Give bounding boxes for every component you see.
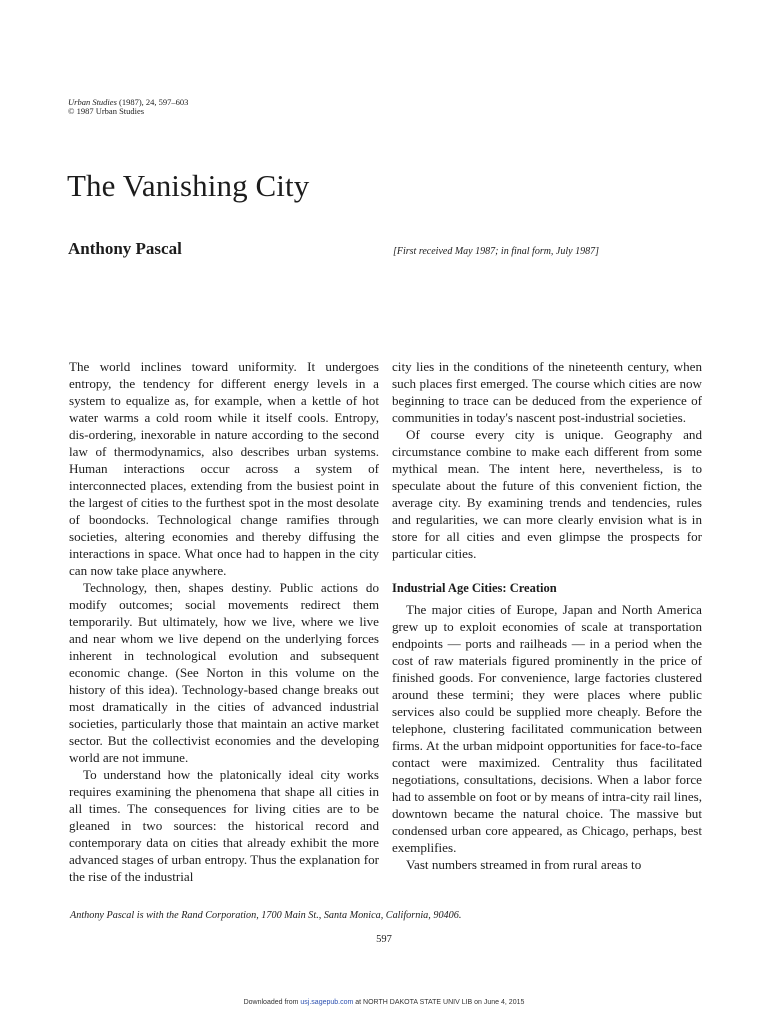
received-date: [First received May 1987; in final form, July 1987] bbox=[393, 246, 599, 257]
journal-details: (1987), 24, 597–603 bbox=[116, 97, 189, 107]
body-paragraph: The major cities of Europe, Japan and North America grew up to exploit economies of scale at transportation endpoints — ports and railheads — in a period when the cost of raw materials figured prominently in the price of finished goods. For convenience, large factories clustered around these termini; they were places where public services also could be supplied more cheaply. Before the telephone, clustering facilitated communication between firms. At the urban midpoint opportunities for face-to-face contact were maximized. Centrality thus facilitated negotiations, consultations, decisions. When a labor force had to assemble on foot or by means of intra-city rail lines, downtown became the natural choice. The massive but condensed urban core appeared, as Chicago, perhaps, best exemplifies. bbox=[392, 602, 702, 855]
author-affiliation-footnote: Anthony Pascal is with the Rand Corporation, 1700 Main St., Santa Monica, California, 90406. bbox=[70, 910, 462, 921]
journal-name: Urban Studies bbox=[68, 97, 117, 107]
body-paragraph: The world inclines toward uniformity. It undergoes entropy, the tendency for different energy levels in a system to equalize as, for example, when a kettle of hot water warms a cold room while it itself cools. Entropy, dis-ordering, inexorable in nature according to the second law of thermodynamics, also describes urban systems. Human interactions occur across a system of interconnected places, extending from the busiest point in the largest of cities to the furthest spot in the most desolate of boondocks. Technological change ramifies through societies, altering economies and thereby diffusing the interactions in space. What once had to happen in the city can now take place anywhere. bbox=[69, 359, 379, 578]
article-title: The Vanishing City bbox=[67, 168, 310, 203]
download-link[interactable]: usj.sagepub.com bbox=[300, 999, 354, 1006]
body-paragraph: Vast numbers streamed in from rural areas to bbox=[406, 857, 642, 872]
author-name: Anthony Pascal bbox=[68, 239, 182, 258]
download-notice bbox=[0, 999, 768, 1006]
left-column bbox=[69, 358, 379, 885]
journal-citation bbox=[68, 98, 188, 116]
copyright-line: © 1987 Urban Studies bbox=[68, 106, 145, 116]
body-paragraph: To understand how the platonically ideal city works requires examining the phenomena that shape all cities in all times. The consequences for living cities are to be gleaned in two sources: the historical record and contemporary data on cities that already exhibit the more advanced stages of urban entropy. Thus the explanation for the rise of the industrial bbox=[69, 767, 379, 884]
download-suffix: at NORTH DAKOTA STATE UNIV LIB on June 4, 2015 bbox=[353, 999, 525, 1006]
body-paragraph: city lies in the conditions of the nineteenth century, when such places first emerged. The course which cities are now beginning to trace can be deduced from the experience of communities in today's nascent post-industrial societies. bbox=[392, 359, 702, 425]
section-heading: Industrial Age Cities: Creation bbox=[392, 581, 557, 595]
body-paragraph: Technology, then, shapes destiny. Public actions do modify outcomes; social movements redirect them temporarily. But ultimately, how we live, where we live and near whom we live depend on the underlying forces inherent in technological evolution and subsequent economic change. (See Norton in this volume on the history of this idea). Technology-based change breaks out most dramatically in the cities of advanced industrial societies, particularly those that maintain an active market sector. But the collectivist economies and the developing world are not immune. bbox=[69, 580, 379, 765]
page-number: 597 bbox=[376, 934, 392, 945]
body-paragraph: Of course every city is unique. Geography and circumstance combine to make each different from some mythical mean. The intent here, nevertheless, is to speculate about the future of this convenient fiction, the average city. By examining trends and tendencies, rules and regularities, we can more clearly envision what is in store for all cities and even glimpse the prospects for particular cities. bbox=[392, 427, 702, 561]
right-column bbox=[392, 358, 702, 873]
download-prefix: Downloaded from bbox=[243, 999, 301, 1006]
